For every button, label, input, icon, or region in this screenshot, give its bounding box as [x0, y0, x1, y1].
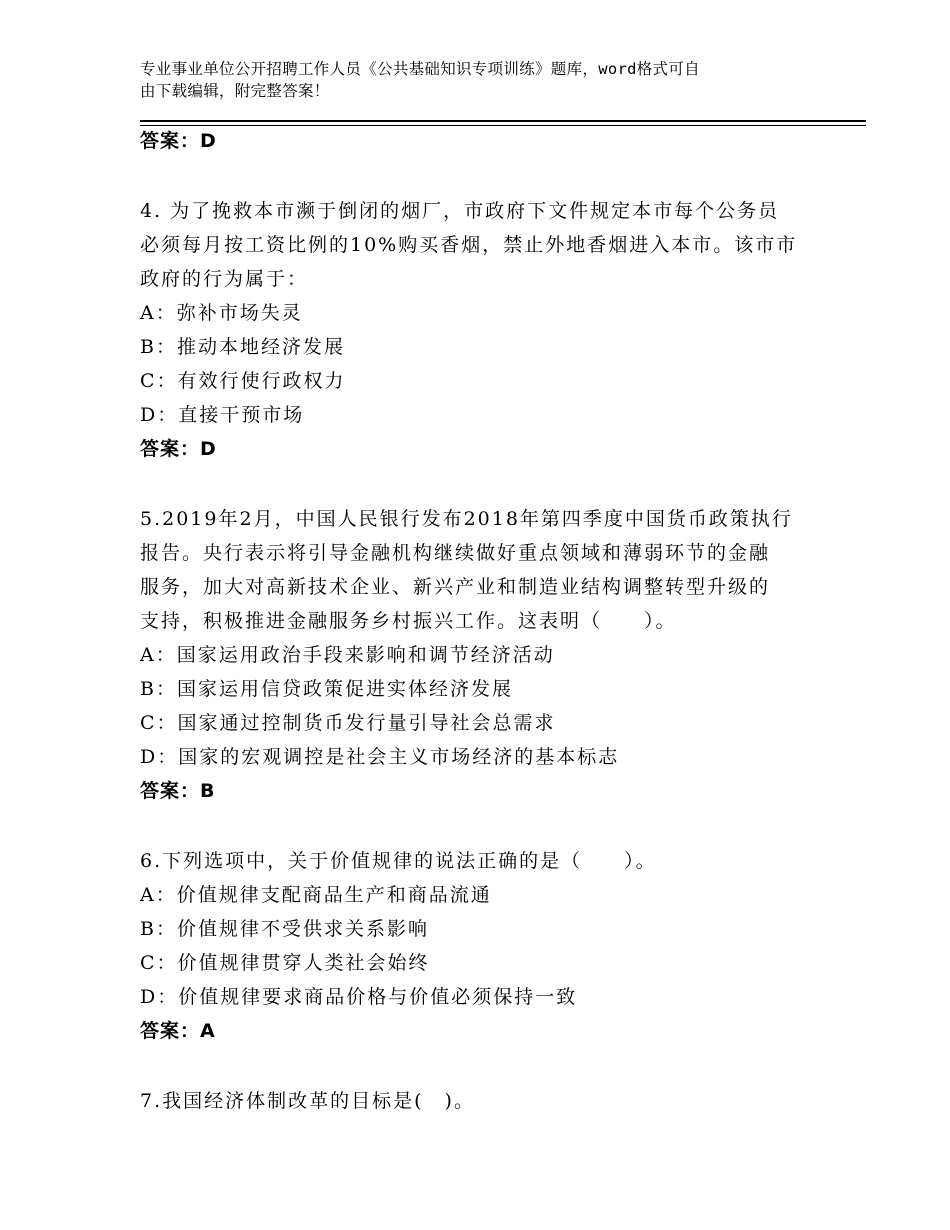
question-5-option-a: A：国家运用政治手段来影响和调节经济活动	[140, 644, 555, 666]
question-6-line-1: 6.下列选项中，关于价值规律的说法正确的是（ ）。	[140, 850, 657, 872]
question-5-line-1: 5.2019年2月，中国人民银行发布2018年第四季度中国货币政策执行	[140, 508, 793, 530]
question-6-option-c: C：价值规律贯穿人类社会始终	[140, 952, 430, 974]
question-4-line-1: 4. 为了挽救本市濒于倒闭的烟厂，市政府下文件规定本市每个公务员	[140, 200, 780, 222]
question-5-line-4: 支持，积极推进金融服务乡村振兴工作。这表明（ ）。	[140, 610, 677, 632]
question-5-option-c: C：国家通过控制货币发行量引导社会总需求	[140, 712, 556, 734]
header-line-1: 专业事业单位公开招聘工作人员《公共基础知识专项训练》题库，word格式可自	[140, 60, 700, 78]
question-5	[140, 502, 840, 808]
question-7-line-1: 7.我国经济体制改革的目标是( )。	[140, 1090, 475, 1112]
question-4-option-d: D：直接干预市场	[140, 404, 305, 426]
question-6	[140, 844, 840, 1048]
question-7	[140, 1084, 840, 1118]
question-4-option-a: A：弥补市场失灵	[140, 302, 303, 324]
question-5-line-3: 服务，加大对高新技术企业、新兴产业和制造业结构调整转型升级的	[140, 576, 771, 598]
header-line-2: 由下载编辑，附完整答案！	[140, 82, 330, 100]
question-6-option-a: A：价值规律支配商品生产和商品流通	[140, 884, 492, 906]
question-4-line-2: 必须每月按工资比例的10%购买香烟，禁止外地香烟进入本市。该市市	[140, 234, 798, 256]
question-6-answer: 答案：A	[140, 1020, 216, 1042]
header-rule-thick	[140, 120, 866, 122]
question-5-answer: 答案：B	[140, 780, 216, 802]
question-4	[140, 194, 840, 466]
question-5-option-b: B：国家运用信贷政策促进实体经济发展	[140, 678, 513, 700]
question-6-option-b: B：价值规律不受供求关系影响	[140, 918, 429, 940]
question-5-line-2: 报告。央行表示将引导金融机构继续做好重点领域和薄弱环节的金融	[140, 542, 771, 564]
question-content	[140, 124, 840, 1118]
question-6-option-d: D：价值规律要求商品价格与价值必须保持一致	[140, 986, 578, 1008]
question-5-option-d: D：国家的宏观调控是社会主义市场经济的基本标志	[140, 746, 620, 768]
question-4-option-b: B：推动本地经济发展	[140, 336, 345, 358]
question-4-answer: 答案：D	[140, 438, 217, 460]
question-4-option-c: C：有效行使行政权力	[140, 370, 346, 392]
previous-answer: 答案：D	[140, 130, 217, 152]
document-header	[140, 58, 820, 102]
question-4-line-3: 政府的行为属于：	[140, 268, 309, 290]
